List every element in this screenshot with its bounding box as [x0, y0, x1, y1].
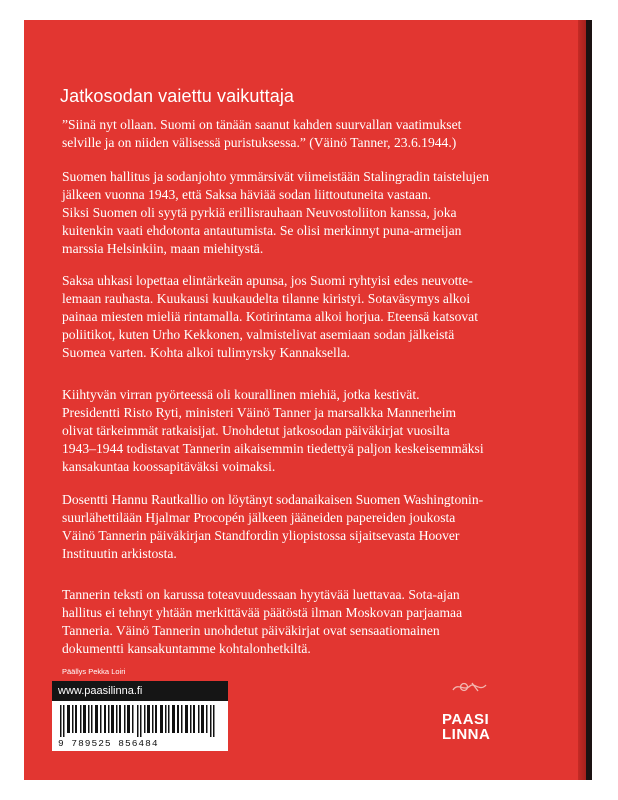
blurb-paragraph-5: Tannerin teksti on karussa toteavuudessaan hyytävää luettavaa. Sota-ajan hallitus ei tehnyt yhtään merkittävää päätöstä ilman Moskovan parjaamaa Tanneria. Väinö Tannerin unohdetut päiväkirjat ovat sensaatiomainen dokumentti kansakuntamme kohtalonhetkiltä. — [62, 587, 463, 656]
blurb-paragraph-3: Kiihtyvän virran pyörteessä oli kourallinen miehiä, jotka kestivät. Presidentti Risto Ryti, ministeri Väinö Tanner ja marsalkka Mannerheim olivat tärkeimmät ratkaisijat. Unohdetut jatkosodan päiväkirjat vuosilta 1943–1944 todistavat Tannerin aikaisemmin tiedettyä paljon keskeisemmäksi kansakuntaa koossapitäväksi voimaksi. — [62, 387, 484, 474]
blurb-paragraph-2: Saksa uhkasi lopettaa elintärkeän apunsa, jos Suomi ryhtyisi edes neuvotte- lemaan rauhasta. Kuukausi kuukaudelta tilanne kiristyi. Sotaväsymys alkoi painaa miesten mieliä rintamalla. Kotirintama alkoi horjua. Eteensä katsovat poliitikot, kuten Urho Kekkonen, valmistelivat asemiaan sodan jälkeistä Suomea varten. Kohta alkoi tulimyrsky Kannaksella. — [62, 273, 478, 360]
cover-design-credit: Päällys Pekka Loiri — [62, 667, 126, 676]
book-blurb-title: Jatkosodan vaiettu vaikuttaja — [60, 86, 295, 106]
isbn-number: 9 789525 856484 — [58, 738, 159, 749]
isbn-barcode-icon — [60, 705, 222, 737]
blurb-paragraph-1: Suomen hallitus ja sodanjohto ymmärsivät viimeistään Stalingradin taistelujen jälkeen vuonna 1943, että Saksa häviää sodan liittoutuneita vastaan. Siksi Suomen oli syytä pyrkiä erillisrauhaan Neuvostoliiton kanssa, joka kuitenkin vaati ehdotonta antautumista. Se olisi merkinnyt puna-armeijan marssia Helsinkiin, maan miehitystä. — [62, 169, 490, 256]
ink-stamp-icon — [450, 678, 490, 696]
blurb-paragraph-4: Dosentti Hannu Rautkallio on löytänyt sodanaikaisen Suomen Washingtonin- suurlähettilään Hjalmar Procopén jälkeen jääneiden papereiden joukosta Väinö Tannerin päiväkirjan Standfordin yliopistossa sijaitsevasta Hoover Instituutin arkistosta. — [62, 492, 484, 561]
spine-shadow — [586, 20, 592, 780]
publisher-logo: PAASI LINNA — [442, 711, 491, 743]
publisher-url: www.paasilinna.fi — [52, 681, 228, 701]
blurb-quote: ”Siinä nyt ollaan. Suomi on tänään saanut kahden suurvallan vaatimukset selville ja on niiden välisessä puristuksessa.” (Väinö Tanner, 23.6.1944.) — [62, 117, 462, 150]
